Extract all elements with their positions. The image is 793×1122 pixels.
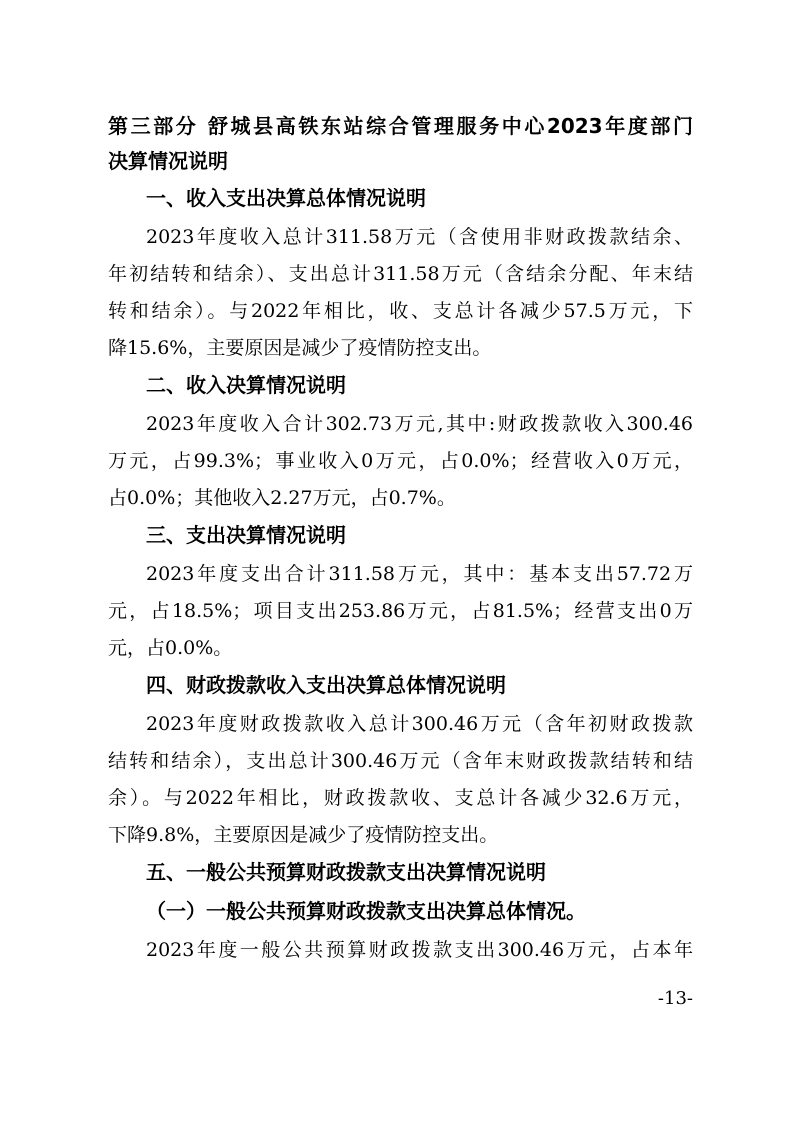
- section-2-heading: 二、收入决算情况说明: [146, 373, 346, 397]
- section-1-line-1: 2023年度收入总计311.58万元（含使用非财政拨款结余、: [146, 226, 693, 248]
- section-2-line-2: 万元，占99.3%；事业收入0万元，占0.0%；经营收入0万元，: [108, 450, 693, 472]
- section-1-line-4: 降15.6%，主要原因是减少了疫情防控支出。: [108, 337, 492, 359]
- section-4-heading: 四、财政拨款收入支出决算总体情况说明: [146, 673, 506, 697]
- section-3-line-3: 元，占0.0%。: [108, 637, 233, 659]
- section-2-line-1: 2023年度收入合计302.73万元,其中:财政拨款收入300.46: [146, 413, 693, 435]
- section-4-line-3: 余）。与2022年相比，财政拨款收、支总计各减少32.6万元，: [108, 787, 693, 809]
- section-3-heading: 三、支出决算情况说明: [146, 523, 346, 547]
- document-title-line-2: 决算情况说明: [108, 149, 228, 173]
- section-4-line-2: 结转和结余），支出总计300.46万元（含年末财政拨款结转和结: [108, 750, 693, 772]
- section-5-line-1: 2023年度一般公共预算财政拨款支出300.46万元，占本年: [146, 939, 693, 961]
- section-1-line-2: 年初结转和结余）、支出总计311.58万元（含结余分配、年末结: [108, 263, 693, 285]
- section-3-line-1: 2023年度支出合计311.58万元，其中：基本支出57.72万: [146, 563, 693, 585]
- page-number: -13-: [657, 988, 693, 1009]
- section-3-line-2: 元，占18.5%；项目支出253.86万元，占81.5%；经营支出0万: [108, 600, 693, 622]
- document-title-line-1: 第三部分 舒城县高铁东站综合管理服务中心2023年度部门: [108, 114, 693, 138]
- section-2-line-3: 占0.0%；其他收入2.27万元，占0.7%。: [108, 487, 456, 509]
- section-1-line-3: 转和结余）。与2022年相比，收、支总计各减少57.5万元，下: [108, 300, 693, 322]
- section-1-heading: 一、收入支出决算总体情况说明: [146, 186, 426, 210]
- section-4-line-1: 2023年度财政拨款收入总计300.46万元（含年初财政拨款: [146, 713, 693, 735]
- section-5-heading: 五、一般公共预算财政拨款支出决算情况说明: [146, 860, 546, 884]
- section-4-line-4: 下降9.8%，主要原因是减少了疫情防控支出。: [108, 824, 499, 846]
- section-5-subheading: （一）一般公共预算财政拨款支出决算总体情况。: [146, 899, 586, 923]
